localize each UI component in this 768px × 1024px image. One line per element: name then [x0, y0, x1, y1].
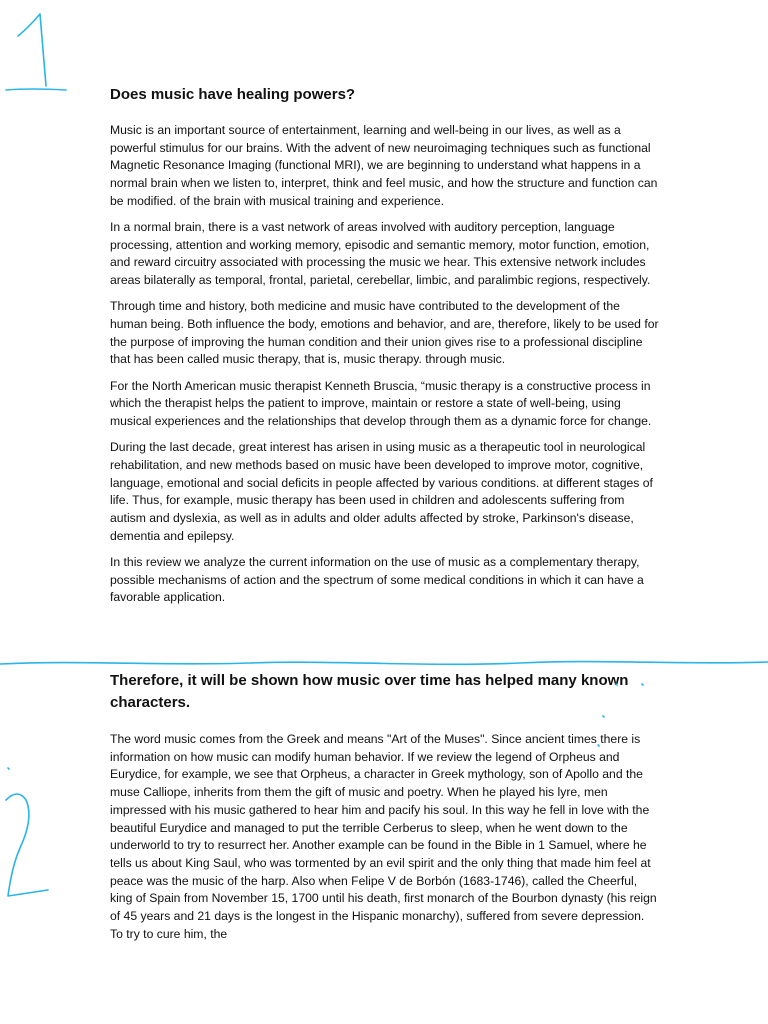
ink-dot — [8, 768, 9, 769]
paragraph: In this review we analyze the current information on the use of music as a complementary therapy, possible mechanisms of action and the spectrum of some medical conditions in which it can have a favorable application. — [110, 554, 644, 605]
section-1 — [110, 86, 660, 616]
handwritten-number-one-mark — [18, 14, 46, 86]
paragraph: During the last decade, great interest has arisen in using music as a therapeutic tool in neurological rehabilitation, and new methods based on music have been developed to improve motor, cognitive, language, emotional and social deficits in people affected by various conditions. at different stages of life. Thus, for example, music therapy has been used in children and adolescents suffering from autism and dyslexia, as well as in adults and older adults affected by stroke, Parkinson's disease, dementia and epilepsy. — [110, 440, 653, 543]
paragraph: The word music comes from the Greek and means "Art of the Muses". Since ancient times there is information on how music can modify human behavior. If we review the legend of Orpheus and Eurydice, for example, we see that Orpheus, a character in Greek mythology, son of Apollo and the muse Calliope, inherits from them the gift of music and poetry. When he played his lyre, men impressed with his music gathered to hear him and pacify his soul. In this way he fell in love with the beautiful Eurydice and managed to put the terrible Cerberus to sleep, when he went down to the underworld to try to resurrect her. Another example can be found in the Bible in 1 Samuel, where he tells us about King Saul, who was tormented by an evil spirit and the only thing that made him feel at peace was the music of the harp. Also when Felipe V de Borbón (1683-1746), called the Cheerful, king of Spain from November 15, 1700 until his death, first monarch of the Bourbon dynasty (his reign of 45 years and 21 days is the longest in the Hispanic monarchy), suffered from severe depression. To try to cure him, the — [110, 732, 657, 941]
handwritten-underline-mark — [6, 89, 66, 90]
page-title: Does music have healing powers? — [110, 86, 356, 103]
paragraph: In a normal brain, there is a vast network of areas involved with auditory perception, language processing, attention and working memory, episodic and semantic memory, motor function, emotion, and reward circuitry associated with processing the music we hear. This extensive network includes areas bilaterally as temporal, frontal, parietal, cerebellar, limbic, and paralimbic regions, respectively. — [110, 220, 651, 288]
handwritten-number-two-mark — [6, 794, 48, 896]
paragraph: Through time and history, both medicine and music have contributed to the development of the human being. Both influence the body, emotions and behavior, and are, therefore, likely to be used for the purpose of improving the human condition and their union gives rise to a professional discipline that has been called music therapy, that is, music therapy. through music. — [110, 299, 659, 367]
paragraph: For the North American music therapist Kenneth Bruscia, “music therapy is a constructive process in which the therapist helps the patient to improve, maintain or restore a state of well-being, using musical experiences and the relationships that develop through them as a dynamic force for change. — [110, 378, 652, 429]
section-2 — [110, 670, 660, 952]
handwritten-divider-line — [0, 662, 768, 665]
section-heading: Therefore, it will be shown how music over time has helped many known characters. — [110, 672, 629, 711]
paragraph: Music is an important source of entertainment, learning and well-being in our lives, as well as a powerful stimulus for our brains. With the advent of new neuroimaging techniques such as functional Magnetic Resonance Imaging (functional MRI), we are beginning to understand what happens in a normal brain when we listen to, interpret, think and feel music, and how the structure and function can be modified. of the brain with musical training and experience. — [110, 123, 658, 208]
